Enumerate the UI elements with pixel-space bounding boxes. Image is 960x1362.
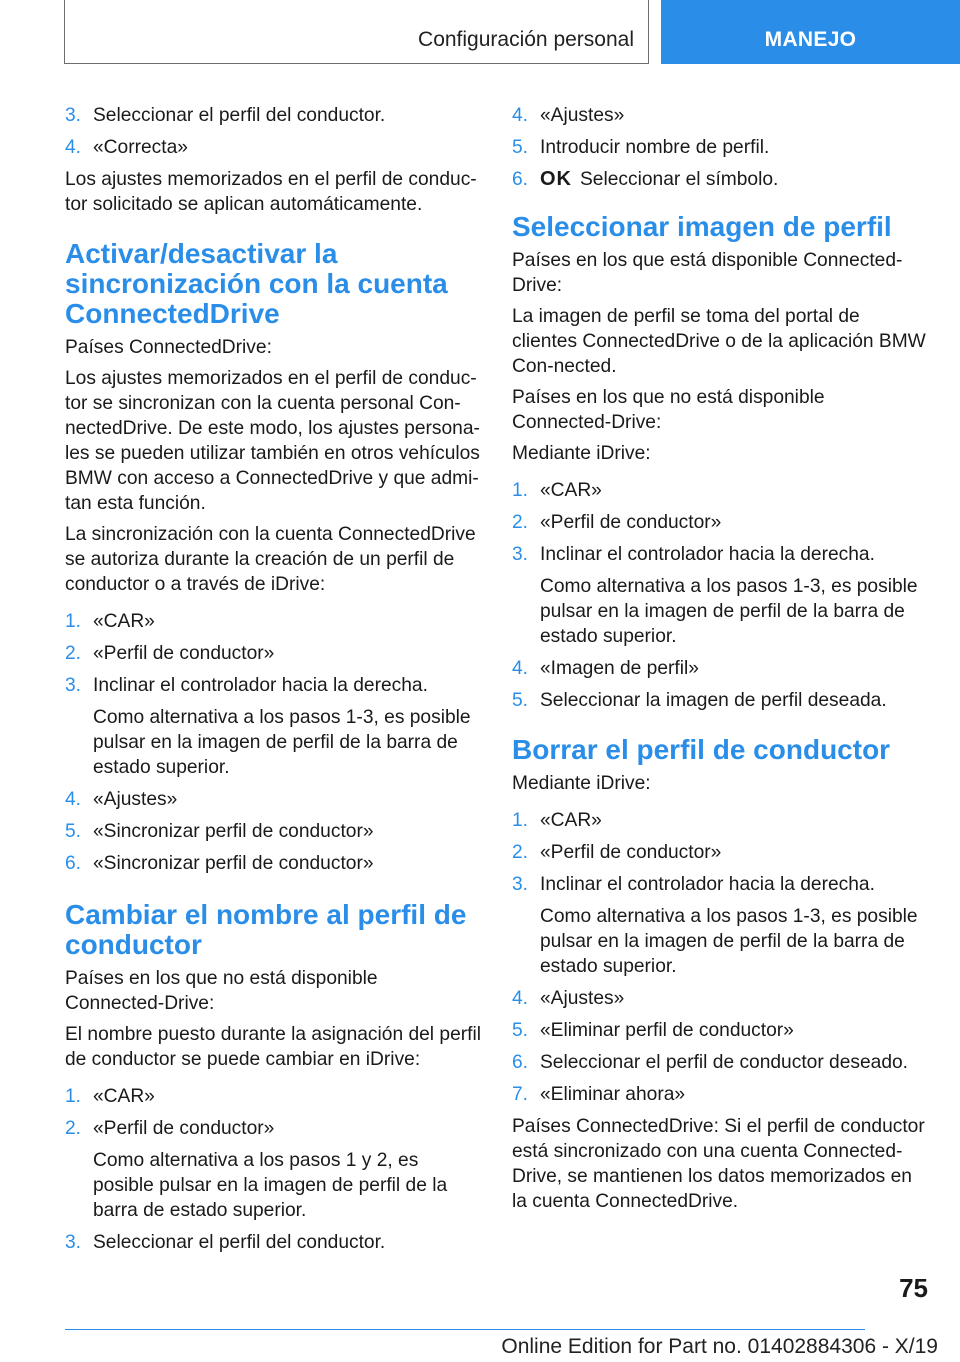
list-item bbox=[512, 840, 928, 865]
step-text: Seleccionar el símbolo. bbox=[580, 169, 779, 190]
page-number: 75 bbox=[899, 1273, 928, 1303]
step-number: 4. bbox=[512, 658, 529, 679]
step-number: 4. bbox=[512, 105, 529, 126]
ok-icon: OK bbox=[540, 168, 572, 190]
paragraph: Países en los que no está disponible Connected‐Drive: bbox=[65, 968, 378, 1014]
step-text: «Imagen de perfil» bbox=[540, 658, 699, 679]
section-title: Configuración personal bbox=[418, 28, 634, 51]
step-number: 5. bbox=[512, 1020, 529, 1041]
heading-delete: Borrar el perfil de conductor bbox=[512, 734, 891, 765]
step-text: «Sincronizar perfil de conductor» bbox=[93, 821, 374, 842]
list-item bbox=[512, 167, 928, 192]
step-text: «Sincronizar perfil de conductor» bbox=[93, 853, 374, 874]
step-number: 6. bbox=[65, 853, 82, 874]
heading-image: Seleccionar imagen de perfil bbox=[512, 211, 892, 242]
footer-divider bbox=[65, 1329, 865, 1330]
list-item bbox=[512, 510, 928, 535]
heading-rename: Cambiar el nombre al perfil de conductor bbox=[65, 899, 467, 960]
paragraph: La imagen de perfil se toma del portal de clientes ConnectedDrive o de la aplicación BMW Con‐nected. bbox=[512, 306, 926, 377]
paragraph: Países en los que está disponible Connected‐Drive: bbox=[512, 250, 903, 296]
step-number: 5. bbox=[512, 690, 529, 711]
paragraph: Países en los que no está disponible Connected‐Drive: bbox=[512, 387, 825, 433]
list-item bbox=[65, 135, 481, 160]
list-item bbox=[512, 478, 928, 503]
step-number: 3. bbox=[512, 874, 529, 895]
list-item bbox=[512, 1018, 928, 1043]
step-text: «Eliminar ahora» bbox=[540, 1084, 686, 1105]
list-item bbox=[512, 1082, 928, 1107]
paragraph: Mediante iDrive: bbox=[512, 773, 651, 794]
step-note: Como alternativa a los pasos 1‑3, es posible pulsar en la imagen de perfil de la barra de estado superior. bbox=[93, 707, 471, 778]
paragraph: Los ajustes memorizados en el perfil de conduc‐tor se sincronizan con la cuenta personal Con‐nectedDrive. De este modo, los ajustes persona‐les se pueden utilizar también en otros vehículos BMW con acceso a ConnectedDrive y que admi‐tan esta función. bbox=[65, 368, 480, 514]
step-text: Seleccionar el perfil de conductor deseado. bbox=[540, 1052, 908, 1073]
paragraph: El nombre puesto durante la asignación del perfil de conductor se puede cambiar en iDrive: bbox=[65, 1024, 481, 1070]
paragraph: La sincronización con la cuenta ConnectedDrive se autoriza durante la creación de un perfil de conductor o a través de iDrive: bbox=[65, 524, 476, 595]
list-item bbox=[65, 641, 481, 666]
step-number: 2. bbox=[65, 1118, 82, 1139]
step-number: 5. bbox=[65, 821, 82, 842]
step-number: 3. bbox=[512, 544, 529, 565]
step-text: «Correcta» bbox=[93, 137, 188, 158]
step-text: «Perfil de conductor» bbox=[540, 512, 722, 533]
step-number: 4. bbox=[65, 789, 82, 810]
list-item bbox=[65, 1230, 481, 1255]
header-section-box bbox=[64, 0, 649, 64]
list-item bbox=[512, 656, 928, 681]
step-text: «Ajustes» bbox=[540, 988, 625, 1009]
heading-sync: Activar/desactivar la sincronización con la cuenta ConnectedDrive bbox=[65, 238, 448, 329]
step-text: Introducir nombre de perfil. bbox=[540, 137, 770, 158]
list-item bbox=[65, 1084, 481, 1109]
list-item bbox=[65, 103, 481, 128]
list-item bbox=[512, 688, 928, 713]
footer-edition: Online Edition for Part no. 01402884306 - X/19 bbox=[501, 1335, 938, 1358]
list-item bbox=[512, 872, 928, 897]
step-text: Seleccionar el perfil del conductor. bbox=[93, 105, 386, 126]
list-item bbox=[65, 1116, 481, 1141]
step-text: «Ajustes» bbox=[93, 789, 178, 810]
paragraph: Países ConnectedDrive: Si el perfil de conductor está sincronizado con una cuenta Connected‐Drive, se mantienen los datos memorizados en la cuenta ConnectedDrive. bbox=[512, 1116, 925, 1212]
step-text: Inclinar el controlador hacia la derecha. bbox=[540, 544, 875, 565]
list-item bbox=[65, 609, 481, 634]
step-note: Como alternativa a los pasos 1‑3, es posible pulsar en la imagen de perfil de la barra de estado superior. bbox=[540, 906, 918, 977]
step-text: «CAR» bbox=[540, 480, 602, 501]
step-note: Como alternativa a los pasos 1 y 2, es posible pulsar en la imagen de perfil de la barra de estado superior. bbox=[93, 1150, 448, 1221]
step-number: 5. bbox=[512, 137, 529, 158]
step-number: 6. bbox=[512, 169, 529, 190]
list-item bbox=[65, 851, 481, 876]
step-number: 3. bbox=[65, 675, 82, 696]
step-text: «Eliminar perfil de conductor» bbox=[540, 1020, 794, 1041]
step-number: 4. bbox=[512, 988, 529, 1009]
step-number: 1. bbox=[65, 611, 82, 632]
paragraph: Países ConnectedDrive: bbox=[65, 337, 272, 358]
chapter-tab-label: MANEJO bbox=[764, 28, 857, 51]
step-text: Seleccionar el perfil del conductor. bbox=[93, 1232, 386, 1253]
list-item bbox=[65, 819, 481, 844]
step-text: «CAR» bbox=[540, 810, 602, 831]
list-item bbox=[512, 542, 928, 567]
step-number: 2. bbox=[512, 842, 529, 863]
step-text: «CAR» bbox=[93, 611, 155, 632]
step-number: 3. bbox=[65, 1232, 82, 1253]
step-number: 2. bbox=[512, 512, 529, 533]
chapter-tab bbox=[661, 0, 960, 64]
step-note: Como alternativa a los pasos 1‑3, es posible pulsar en la imagen de perfil de la barra de estado superior. bbox=[540, 576, 918, 647]
step-number: 3. bbox=[65, 105, 82, 126]
list-item bbox=[512, 986, 928, 1011]
step-number: 2. bbox=[65, 643, 82, 664]
step-number: 4. bbox=[65, 137, 82, 158]
step-text: Inclinar el controlador hacia la derecha. bbox=[540, 874, 875, 895]
step-text: «CAR» bbox=[93, 1086, 155, 1107]
step-text: «Ajustes» bbox=[540, 105, 625, 126]
left-column bbox=[65, 103, 481, 1262]
list-item bbox=[512, 1050, 928, 1075]
step-number: 1. bbox=[65, 1086, 82, 1107]
list-item bbox=[65, 673, 481, 698]
step-text: «Perfil de conductor» bbox=[540, 842, 722, 863]
list-item bbox=[65, 787, 481, 812]
step-number: 1. bbox=[512, 480, 529, 501]
list-item bbox=[512, 103, 928, 128]
right-column bbox=[512, 103, 928, 1220]
paragraph: Los ajustes memorizados en el perfil de conduc‐tor solicitado se aplican automáticamente. bbox=[65, 169, 477, 215]
paragraph: Mediante iDrive: bbox=[512, 443, 651, 464]
list-item bbox=[512, 808, 928, 833]
step-number: 6. bbox=[512, 1052, 529, 1073]
step-number: 1. bbox=[512, 810, 529, 831]
step-number: 7. bbox=[512, 1084, 529, 1105]
step-text: «Perfil de conductor» bbox=[93, 643, 275, 664]
step-text: Inclinar el controlador hacia la derecha. bbox=[93, 675, 428, 696]
step-text: Seleccionar la imagen de perfil deseada. bbox=[540, 690, 887, 711]
list-item bbox=[512, 135, 928, 160]
step-text: «Perfil de conductor» bbox=[93, 1118, 275, 1139]
